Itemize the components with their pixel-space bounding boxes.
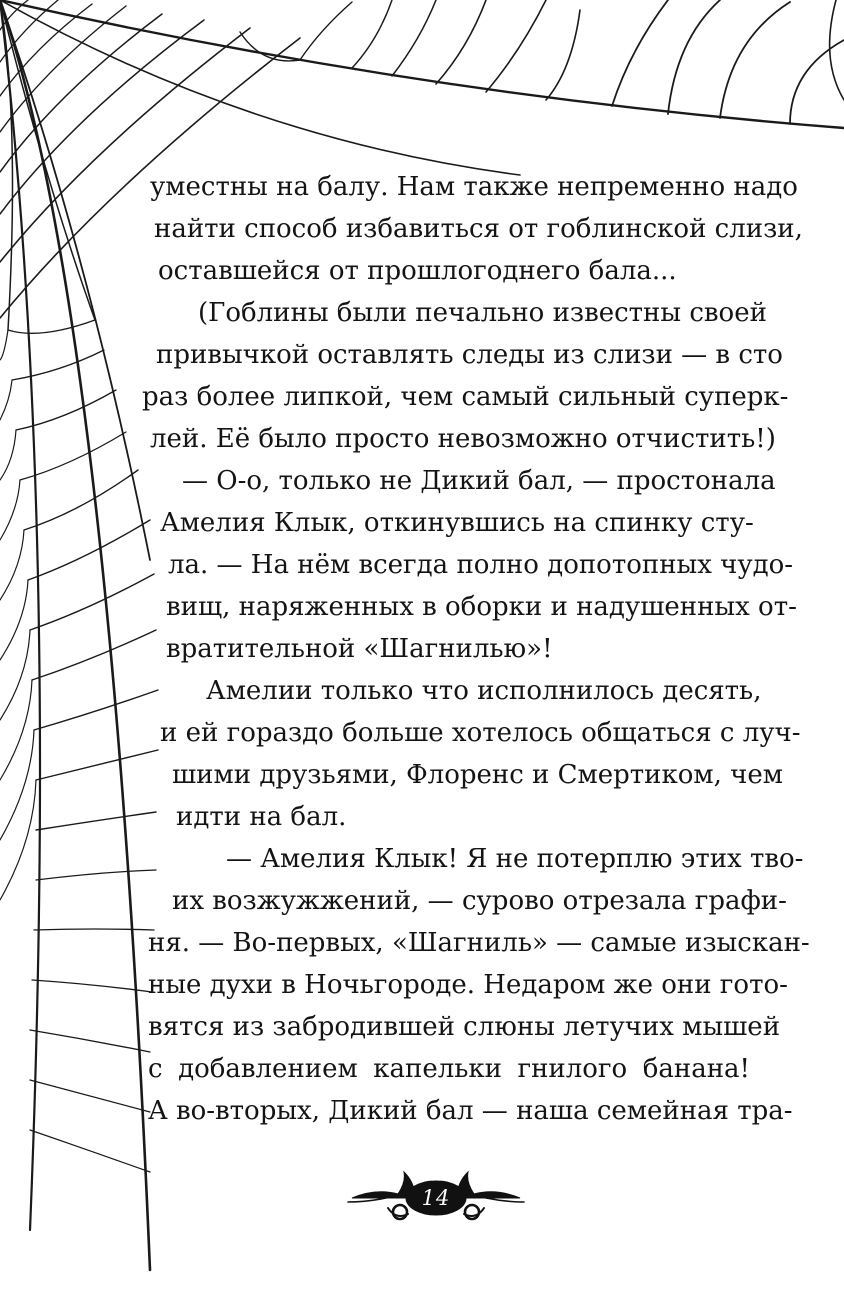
text-line: ла. — На нём всегда полно допотопных чудо-: [168, 550, 794, 580]
text-line: уместны на балу. Нам также непременно надо: [150, 172, 798, 202]
text-line: ня. — Во-первых, «Шагниль» — самые изыскан-: [148, 928, 810, 958]
text-line: вищ, наряженных в оборки и надушенных от-: [166, 592, 797, 622]
text-line: шими друзьями, Флоренс и Смертиком, чем: [172, 760, 783, 790]
text-line: найти способ избавиться от гоблинской слизи,: [154, 214, 803, 244]
text-line: А во-вторых, Дикий бал — наша семейная тра-: [148, 1096, 793, 1126]
text-line: — Амелия Клык! Я не потерплю этих тво-: [226, 844, 804, 874]
text-line: — О-о, только не Дикий бал, — простонала: [182, 466, 776, 496]
text-line: идти на бал.: [176, 802, 347, 832]
text-line: лей. Её было просто невозможно отчистить!): [150, 424, 776, 454]
page-number-ornament: [346, 1168, 526, 1228]
text-line: с добавлением капельки гнилого банана!: [148, 1054, 750, 1084]
text-line: Амелии только что исполнилось десять,: [206, 676, 762, 706]
text-line: Амелия Клык, откинувшись на спинку сту-: [160, 508, 754, 538]
text-line: раз более липкой, чем самый сильный суперк-: [142, 382, 789, 412]
text-line: вратительной «Шагнилью»!: [166, 634, 553, 664]
page-number: 14: [421, 1186, 451, 1210]
text-line: (Гоблины были печально известны своей: [198, 298, 767, 328]
text-line: привычкой оставлять следы из слизи — в сто: [156, 340, 783, 370]
text-line: и ей гораздо больше хотелось общаться с луч-: [160, 718, 801, 748]
text-line: вятся из забродившей слюны летучих мышей: [148, 1012, 781, 1042]
text-line: оставшейся от прошлогоднего бала...: [158, 256, 677, 286]
text-line: ные духи в Ночьгороде. Недаром же они гото-: [148, 970, 788, 1000]
text-line: их возжужжений, — сурово отрезала графи-: [172, 886, 787, 916]
